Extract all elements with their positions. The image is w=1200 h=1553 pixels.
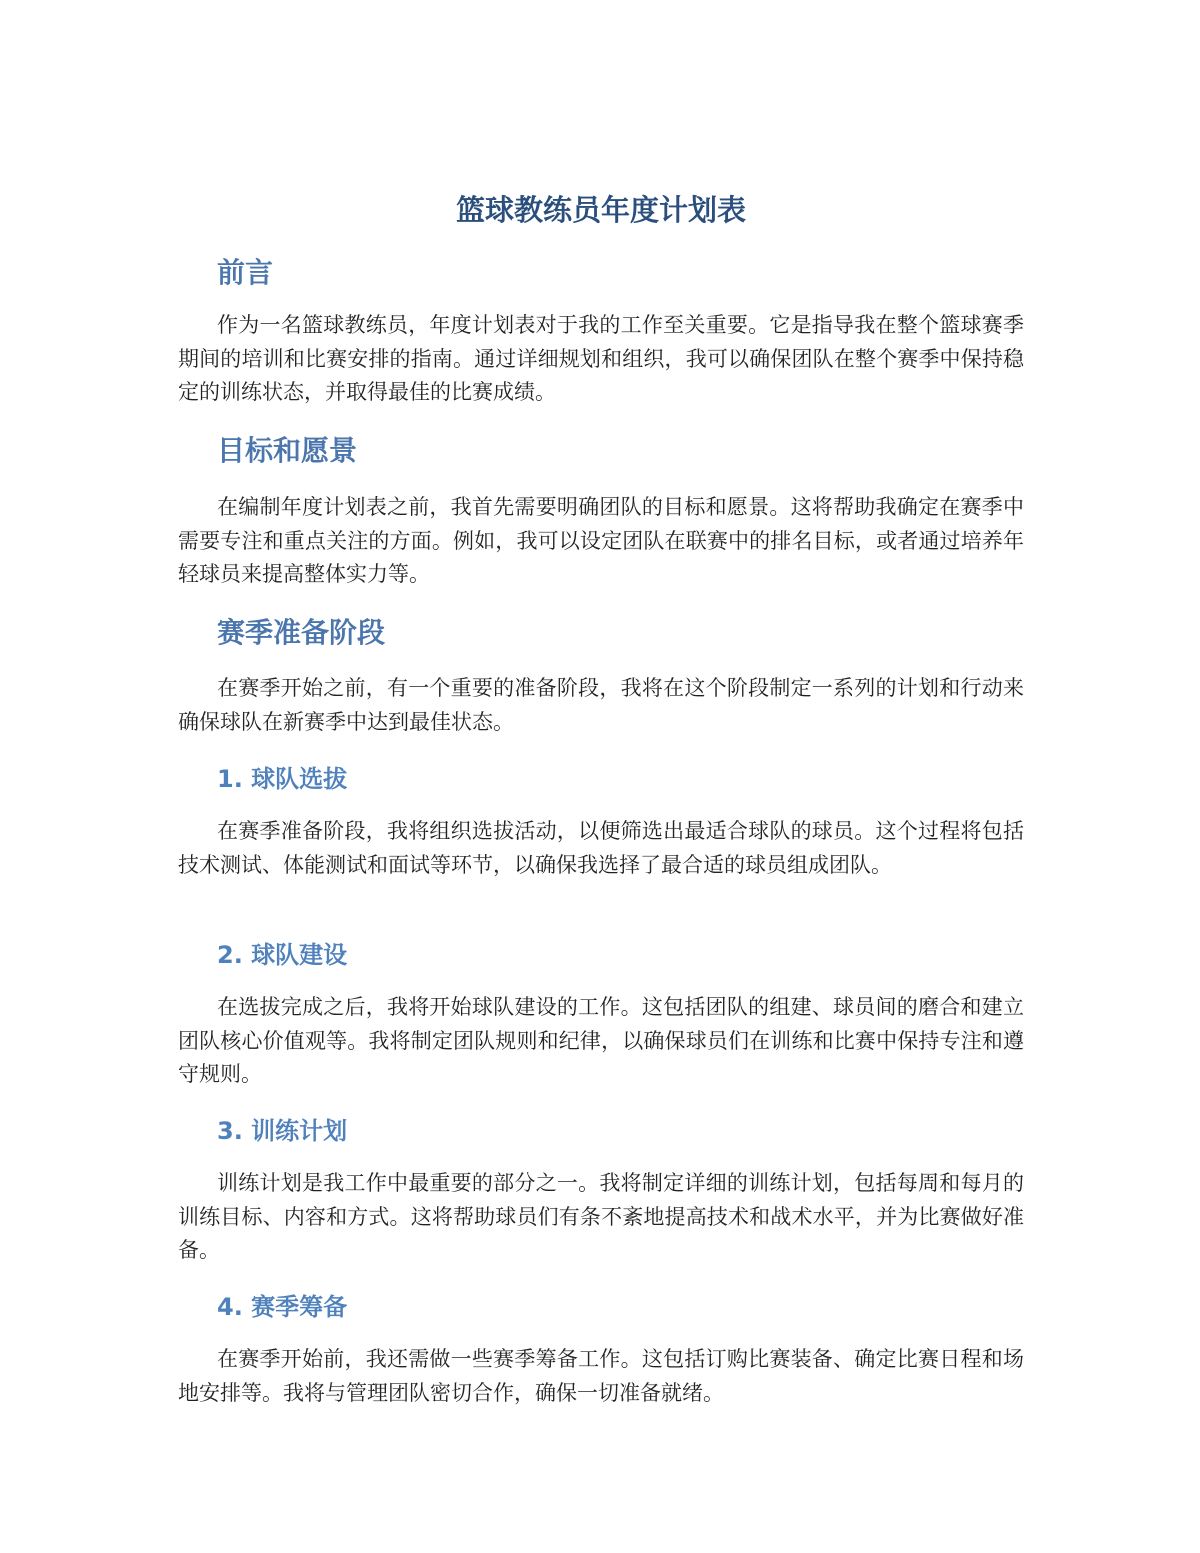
- subheading-team-selection: 1. 球队选拔: [217, 765, 348, 793]
- paragraph-preseason: 在赛季开始之前，有一个重要的准备阶段，我将在这个阶段制定一系列的计划和行动来确保球队在新赛季中达到最佳状态。: [178, 676, 1024, 734]
- paragraph-team-selection: 在赛季准备阶段，我将组织选拔活动，以便筛选出最适合球队的球员。这个过程将包括技术测试、体能测试和面试等环节，以确保我选择了最合适的球员组成团队。: [178, 819, 1024, 877]
- paragraph-goals: 在编制年度计划表之前，我首先需要明确团队的目标和愿景。这将帮助我确定在赛季中需要专注和重点关注的方面。例如，我可以设定团队在联赛中的排名目标，或者通过培养年轻球员来提高整体实力等。: [178, 495, 1024, 586]
- paragraph-training-plan: 训练计划是我工作中最重要的部分之一。我将制定详细的训练计划，包括每周和每月的训练目标、内容和方式。这将帮助球员们有条不紊地提高技术和战术水平，并为比赛做好准备。: [178, 1171, 1024, 1262]
- subheading-training-plan: 3. 训练计划: [217, 1117, 348, 1145]
- subheading-team-building: 2. 球队建设: [217, 941, 348, 969]
- subheading-season-preparation: 4. 赛季筹备: [217, 1293, 348, 1321]
- paragraph-season-preparation: 在赛季开始前，我还需做一些赛季筹备工作。这包括订购比赛装备、确定比赛日程和场地安排等。我将与管理团队密切合作，确保一切准备就绪。: [178, 1347, 1024, 1405]
- paragraph-preface: 作为一名篮球教练员，年度计划表对于我的工作至关重要。它是指导我在整个篮球赛季期间的培训和比赛安排的指南。通过详细规划和组织，我可以确保团队在整个赛季中保持稳定的训练状态，并取得最佳的比赛成绩。: [178, 313, 1024, 404]
- heading-goals: 目标和愿景: [217, 434, 358, 467]
- document-title: 篮球教练员年度计划表: [455, 193, 746, 227]
- heading-preseason: 赛季准备阶段: [217, 616, 386, 649]
- heading-preface: 前言: [217, 256, 274, 289]
- paragraph-team-building: 在选拔完成之后，我将开始球队建设的工作。这包括团队的组建、球员间的磨合和建立团队核心价值观等。我将制定团队规则和纪律，以确保球员们在训练和比赛中保持专注和遵守规则。: [178, 995, 1024, 1086]
